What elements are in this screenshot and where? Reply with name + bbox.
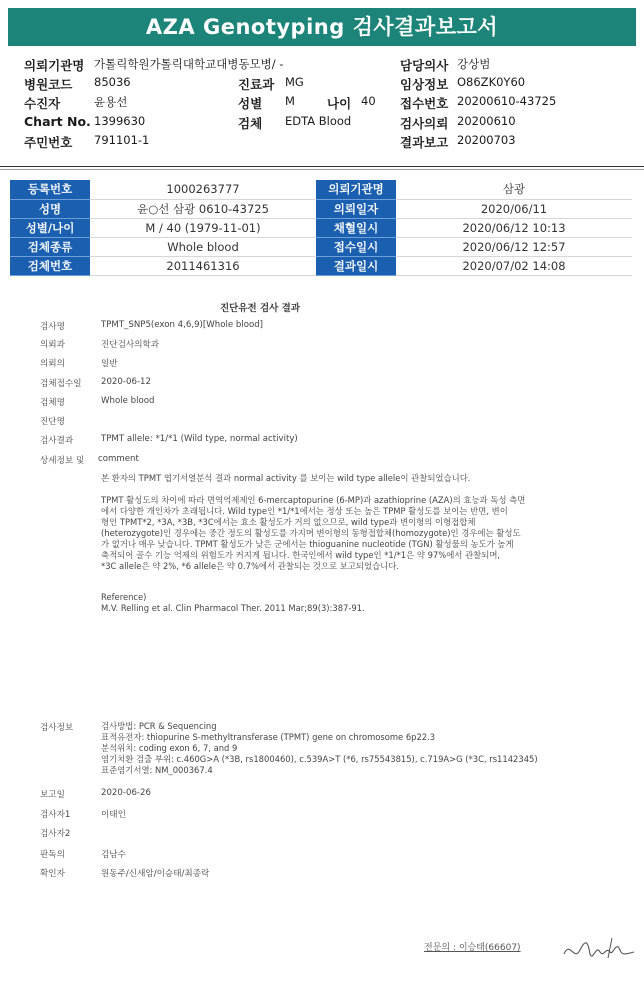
info-row — [10, 199, 632, 218]
specimen-name-label: 검체명 — [40, 398, 65, 408]
handwritten-signature — [560, 932, 638, 966]
report-title-bar — [8, 8, 636, 46]
report-date-value: 2020-06-26 — [101, 788, 151, 798]
reference-block — [101, 592, 581, 614]
request-value: 20200610 — [457, 114, 516, 128]
signer-name: 전문의 : 이승태(66607) — [424, 943, 521, 953]
recv-date-value: 2020-06-12 — [101, 377, 151, 387]
doctor-label: 담당의사 — [400, 58, 449, 73]
chart-no-value: 1399630 — [94, 114, 146, 128]
recv-value: 2020/06/12 12:57 — [396, 237, 632, 256]
req-org-label: 의뢰기관명 — [316, 180, 396, 199]
req-date-value: 2020/06/11 — [396, 199, 632, 218]
specimen-value: EDTA Blood — [285, 114, 352, 128]
specimen-info-table — [10, 180, 632, 276]
comment-line: *3C allele은 약 2%, *6 allele은 약 0.7%에서 관찰되는 것으로 보고되었습니다. — [101, 561, 400, 571]
comment-line: 본 환자의 TPMT 엽기서열분석 결과 normal activity 를 보이는 wild type allele이 관찰되었습니다. — [101, 473, 471, 483]
req-date-label: 의뢰일자 — [316, 199, 396, 218]
examiner1-label: 검사자1 — [40, 810, 71, 820]
dept-value: MG — [285, 75, 304, 89]
header-row-4 — [0, 114, 644, 134]
report-section-title: 진단유전 검사 결과 — [219, 303, 301, 314]
request-label: 검사의뢰 — [400, 116, 449, 131]
doctor-value: 일반 — [101, 359, 118, 369]
institution-label: 의뢰기관명 — [24, 58, 85, 73]
report-date-label: 보고일 — [40, 790, 65, 800]
sex-age-value: M / 40 (1979-11-01) — [90, 218, 316, 237]
comment-line: (heterozygote)인 경우에는 중간 정도의 활성도를 가지며 변이형의 동형접합체(homozygote)인 경우에는 활성도 — [101, 528, 521, 538]
test-result-value: TPMT allele: *1/*1 (Wild type, normal activity) — [101, 434, 298, 444]
info-row — [10, 237, 632, 256]
resident-id-label: 주민번호 — [24, 135, 73, 150]
recv-date-label: 검체접수일 — [40, 379, 82, 389]
header-row-1 — [0, 56, 644, 76]
age-value: 40 — [361, 94, 376, 108]
institution-value: 가톨릭학원가톨릭대학교대병동모병/ - — [94, 57, 284, 71]
hospital-code-label: 병원코드 — [24, 77, 73, 92]
clinical-value: O86ZK0Y60 — [457, 75, 526, 89]
specimen-label: 검체 — [238, 116, 263, 131]
recv-label: 접수일시 — [316, 237, 396, 256]
info-row — [10, 218, 632, 237]
req-org-value: 삼광 — [396, 180, 632, 199]
comment-line: 가 없거나 매우 낮습니다. TPMT 활성도가 낮은 군에서는 thioguanine nucleotide (TGN) 활성물의 농도가 높게 — [101, 539, 514, 549]
comment-line: 형인 TPMT*2, *3A, *3B, *3C에서는 효소 활성도가 거의 없으므로, wild type과 변이형의 이형접합체 — [101, 517, 476, 527]
test-info-line: 염기치환 검출 부위: c.460G>A (*3B, rs1800460), c.539A>T (*6, rs75543815), c.719A>G (*3C, rs1142345) — [101, 754, 538, 764]
reader-value: 김남수 — [101, 850, 126, 860]
report-date-label: 결과보고 — [400, 135, 449, 150]
resident-id-value: 791101-1 — [94, 133, 150, 147]
info-row — [10, 180, 632, 199]
dept-label: 의뢰과 — [40, 340, 65, 350]
patient-header — [0, 54, 644, 154]
specimen-name-value: Whole blood — [101, 396, 155, 406]
specimen-type-label: 검체종류 — [10, 237, 90, 256]
examiner1-value: 이태인 — [101, 810, 126, 820]
test-info-label: 검사정보 — [40, 723, 74, 733]
test-info-line: 분석위치: coding exon 6, 7, and 9 — [101, 743, 238, 753]
comment-paragraph — [101, 495, 581, 572]
name-value: 윤○선 삼광 0610-43725 — [90, 199, 316, 218]
reference-label: Reference) — [101, 592, 147, 602]
reference-value: M.V. Relling et al. Clin Pharmacol Ther. 2011 Mar;89(3):387-91. — [101, 603, 365, 613]
reg-no-value: 1000263777 — [90, 180, 316, 199]
header-row-5 — [0, 133, 644, 153]
hospital-code-value: 85036 — [94, 75, 131, 89]
test-name-value: TPMT_SNP5(exon 4,6,9)[Whole blood] — [101, 320, 264, 330]
test-info-line: 표준염기서열: NM_000367.4 — [101, 765, 213, 775]
specimen-type-value: Whole blood — [90, 237, 316, 256]
result-time-label: 결과일시 — [316, 256, 396, 275]
confirmer-value: 원동주/신새암/이승태/최종락 — [101, 869, 210, 879]
header-row-2 — [0, 75, 644, 95]
detail-comment-label: comment — [98, 454, 139, 464]
draw-value: 2020/06/12 10:13 — [396, 218, 632, 237]
test-info-block — [101, 721, 581, 776]
reader-label: 판독의 — [40, 850, 65, 860]
diagnosis-label: 진단명 — [40, 417, 65, 427]
draw-label: 채혈일시 — [316, 218, 396, 237]
test-info-line: 검사방법: PCR & Sequencing — [101, 721, 217, 731]
comment-line: TPMT 활성도의 차이에 따라 면역억제제인 6-mercaptopurine (6-MP)과 azathioprine (AZA)의 효능과 독성 측면 — [101, 495, 526, 505]
patient-value: 윤용선 — [94, 95, 128, 109]
report-date-value: 20200703 — [457, 133, 516, 147]
receipt-value: 20200610-43725 — [457, 94, 557, 108]
reg-no-label: 등록번호 — [10, 180, 90, 199]
test-info-line: 표적유전자: thiopurine S-methyltransferase (TPMT) gene on chromosome 6p22.3 — [101, 732, 436, 742]
header-divider-secondary — [0, 169, 644, 170]
sex-age-label: 성별/나이 — [10, 218, 90, 237]
test-result-label: 검사결과 — [40, 436, 74, 446]
detail-label: 상세정보 및 — [40, 456, 85, 466]
sex-value: M — [285, 94, 295, 108]
comment-line: 에서 다양한 개인차가 초래됩니다. Wild type인 *1/*1에서는 정상 또는 높은 TPMP 활성도를 보이는 반면, 변이 — [101, 506, 508, 516]
doctor-value: 강상범 — [457, 57, 491, 71]
sex-label: 성별 — [238, 96, 263, 111]
patient-label: 수진자 — [24, 96, 61, 111]
age-label: 나이 — [327, 96, 352, 111]
receipt-label: 접수번호 — [400, 96, 449, 111]
chart-no-label: Chart No. — [24, 114, 91, 129]
clinical-label: 임상정보 — [400, 77, 449, 92]
examiner2-label: 검사자2 — [40, 829, 71, 839]
genetic-report — [0, 290, 644, 980]
confirmer-label: 확인자 — [40, 869, 65, 879]
name-label: 성명 — [10, 199, 90, 218]
report-title: AZA Genotyping 검사결과보고서 — [145, 15, 499, 39]
header-divider — [0, 166, 644, 167]
test-name-label: 검사명 — [40, 322, 65, 332]
doctor-label: 의뢰의 — [40, 359, 65, 369]
dept-value: 진단검사의학과 — [101, 340, 160, 350]
specimen-no-label: 검체번호 — [10, 256, 90, 275]
info-row — [10, 256, 632, 275]
specimen-no-value: 2011461316 — [90, 256, 316, 275]
comment-summary — [101, 473, 581, 484]
comment-line: 축적되어 골수 기능 억제의 위험도가 커지게 됩니다. 한국인에서 wild type인 *1/*1은 약 97%에서 관찰되며, — [101, 550, 501, 560]
header-row-3 — [0, 94, 644, 114]
result-time-value: 2020/07/02 14:08 — [396, 256, 632, 275]
dept-label: 진료과 — [238, 77, 275, 92]
